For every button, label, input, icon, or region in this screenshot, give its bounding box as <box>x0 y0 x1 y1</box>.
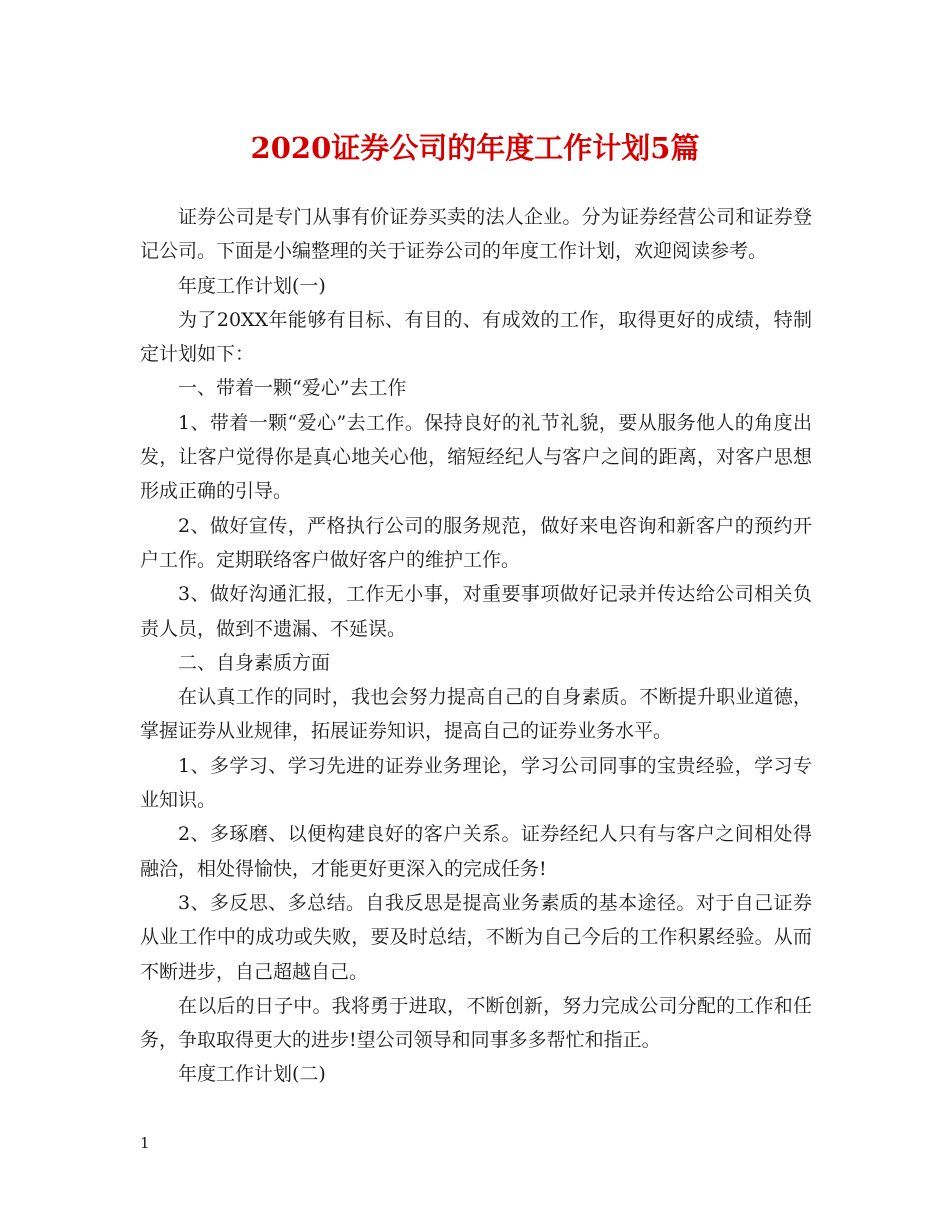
paragraph: 为了20XX年能够有目标、有目的、有成效的工作，取得更好的成绩，特制定计划如下： <box>140 308 812 366</box>
paragraph: 2、做好宣传，严格执行公司的服务规范，做好来电咨询和新客户的预约开户工作。定期联络客户做好客户的维护工作。 <box>140 514 812 571</box>
paragraph: 2、多琢磨、以便构建良好的客户关系。证券经纪人只有与客户之间相处得融洽，相处得愉快，才能更好更深入的完成任务! <box>140 823 812 880</box>
page-number: 1 <box>140 1134 150 1152</box>
section-heading: 二、自身素质方面 <box>178 651 331 674</box>
document-title: 2020证券公司的年度工作计划5篇 <box>250 131 700 165</box>
paragraph: 3、做好沟通汇报，工作无小事，对重要事项做好记录并传达给公司相关负责人员，做到不遗漏、不延误。 <box>140 583 812 640</box>
paragraph: 在认真工作的同时，我也会努力提高自己的自身素质。不断提升职业道德，掌握证券从业规律，拓展证券知识，提高自己的证券业务水平。 <box>140 686 812 743</box>
section-heading: 年度工作计划(一) <box>178 274 326 297</box>
paragraph: 1、多学习、学习先进的证券业务理论，学习公司同事的宝贵经验，学习专业知识。 <box>140 754 812 812</box>
document-body <box>140 200 812 1092</box>
paragraph: 3、多反思、多总结。自我反思是提高业务素质的基本途径。对于自己证券从业工作中的成功或失败，要及时总结，不断为自己今后的工作积累经验。从而不断进步，自己超越自己。 <box>140 891 812 983</box>
paragraph: 在以后的日子中。我将勇于进取，不断创新，努力完成公司分配的工作和任务，争取取得更大的进步!望公司领导和同事多多帮忙和指正。 <box>140 994 812 1052</box>
section-heading: 一、带着一颗“爱心”去工作 <box>178 377 407 400</box>
paragraph: 证券公司是专门从事有价证券买卖的法人企业。分为证券经营公司和证券登记公司。下面是小编整理的关于证券公司的年度工作计划，欢迎阅读参考。 <box>140 206 812 263</box>
section-heading: 年度工作计划(二) <box>178 1063 326 1086</box>
paragraph: 1、带着一颗“爱心”去工作。保持良好的礼节礼貌，要从服务他人的角度出发，让客户觉得你是真心地关心他，缩短经纪人与客户之间的距离，对客户思想形成正确的引导。 <box>140 411 812 503</box>
